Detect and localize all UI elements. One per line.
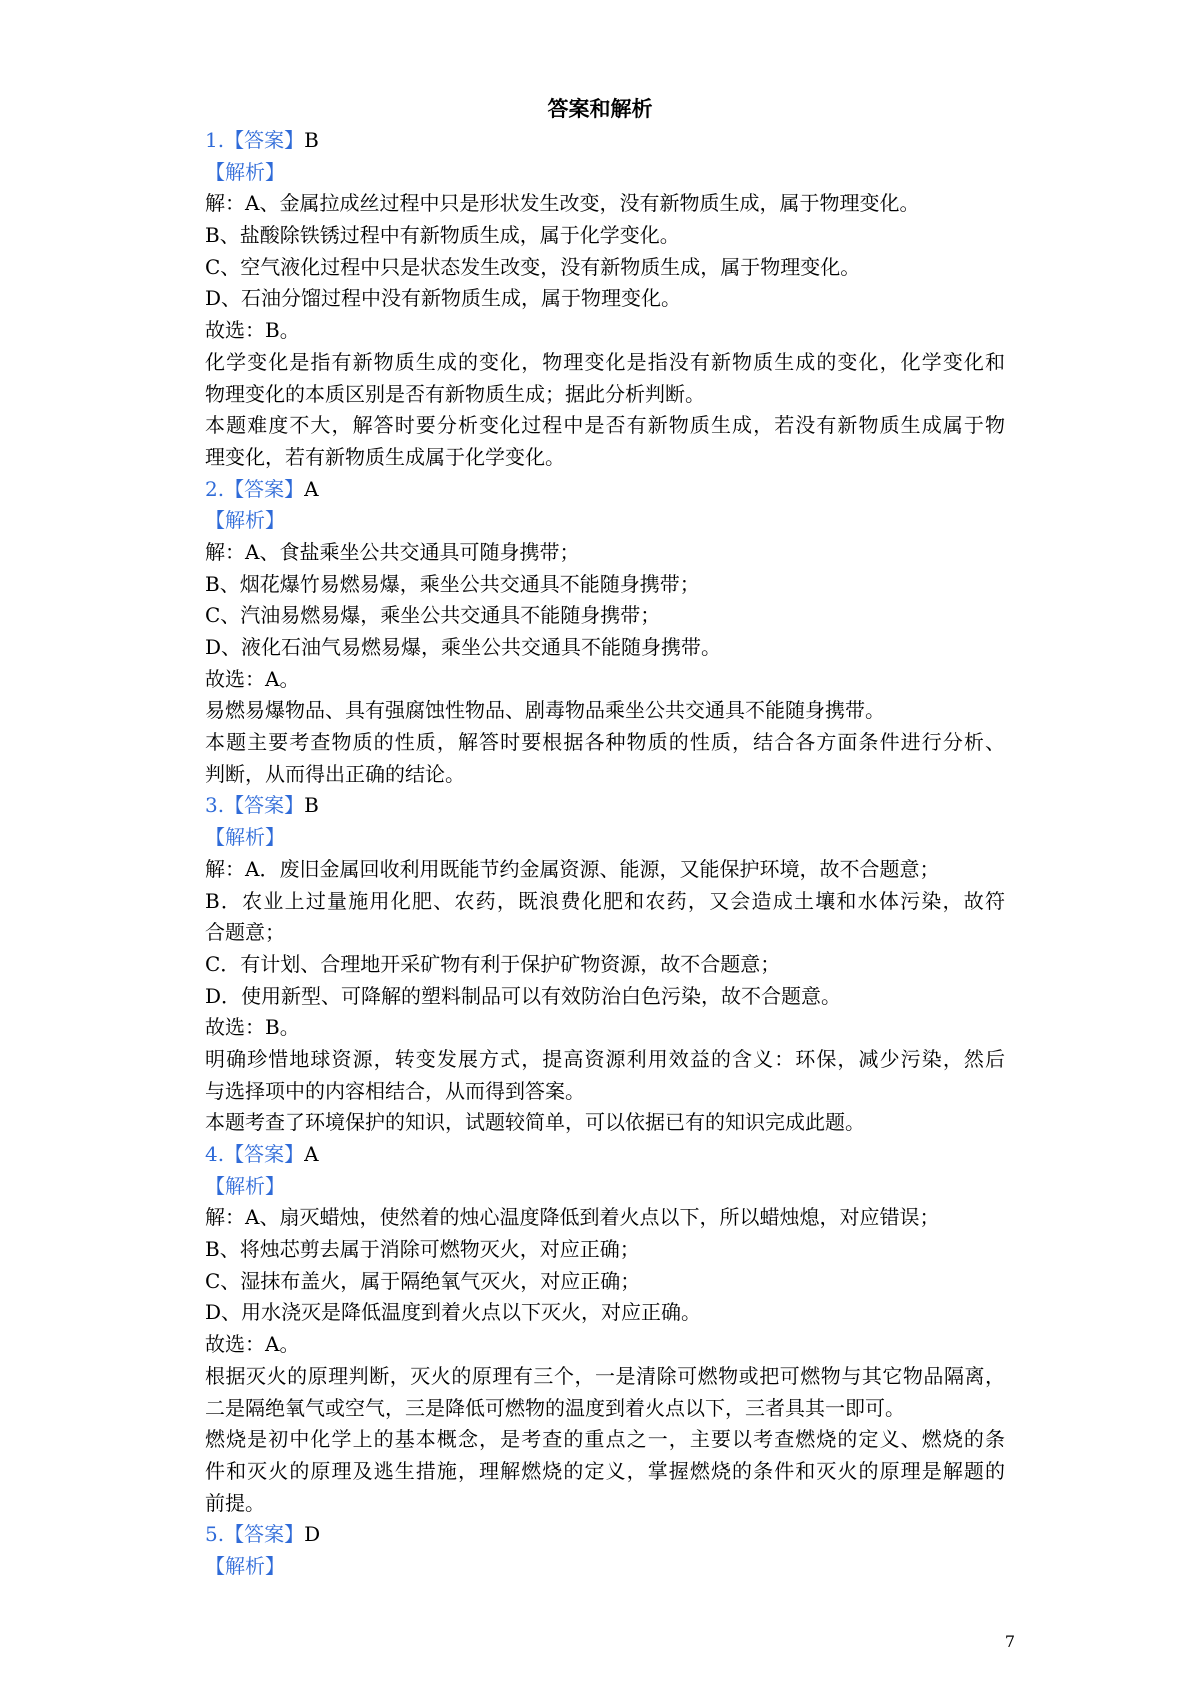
text-line: 故选：B。 xyxy=(205,1015,300,1040)
answer-tag: 【答案】 xyxy=(224,1522,305,1547)
text-line: C．有计划、合理地开采矿物有利于保护矿物资源，故不合题意； xyxy=(205,951,781,976)
text-line: 与选择项中的内容相结合，从而得到答案。 xyxy=(205,1078,585,1103)
text-line: 件和灭火的原理及逃生措施，理解燃烧的定义，掌握燃烧的条件和灭火的原理是解题的 xyxy=(205,1458,1005,1483)
question-number: 5. xyxy=(205,1522,225,1547)
text-line: C、汽油易燃易爆，乘坐公共交通具不能随身携带； xyxy=(205,603,661,628)
page-title: 答案和解析 xyxy=(547,96,653,121)
answer-tag: 【答案】 xyxy=(224,1142,305,1166)
analysis-tag: 【解析】 xyxy=(205,1553,285,1578)
question-number: 4. xyxy=(205,1142,225,1166)
text-line: 根据灭火的原理判断，灭火的原理有三个，一是清除可燃物或把可燃物与其它物品隔离， xyxy=(205,1363,1005,1388)
text-line: 易燃易爆物品、具有强腐蚀性物品、剧毒物品乘坐公共交通具不能随身携带。 xyxy=(205,698,885,723)
text-line: 理变化，若有新物质生成属于化学变化。 xyxy=(205,444,565,469)
answer-line xyxy=(205,1139,1005,1171)
text-line: D、液化石油气易燃易爆，乘坐公共交通具不能随身携带。 xyxy=(205,635,722,659)
answer-line xyxy=(205,125,1005,157)
page-number: 7 xyxy=(1004,1632,1015,1651)
text-line: 故选：A。 xyxy=(205,1332,300,1357)
text-line: 解：A、扇灭蜡烛，使然着的烛心温度降低到着火点以下，所以蜡烛熄，对应错误； xyxy=(205,1205,940,1230)
text-line: 故选：A。 xyxy=(205,666,300,691)
answer-value: D xyxy=(304,1522,321,1547)
text-line: B、将烛芯剪去属于消除可燃物灭火，对应正确； xyxy=(205,1237,640,1262)
answer-line xyxy=(205,790,1005,822)
text-line: 合题意； xyxy=(205,920,285,945)
text-line: 本题考查了环境保护的知识，试题较简单，可以依据已有的知识完成此题。 xyxy=(205,1110,865,1135)
question-number: 3. xyxy=(205,793,225,818)
answer-tag: 【答案】 xyxy=(224,476,305,501)
text-line: D．使用新型、可降解的塑料制品可以有效防治白色污染，故不合题意。 xyxy=(205,983,842,1008)
analysis-tag: 【解析】 xyxy=(205,508,285,533)
answer-line xyxy=(205,1519,1005,1551)
text-line: 前提。 xyxy=(205,1490,265,1515)
text-line: B、盐酸除铁锈过程中有新物质生成，属于化学变化。 xyxy=(205,223,680,248)
text-line: 燃烧是初中化学上的基本概念，是考查的重点之一，主要以考查燃烧的定义、燃烧的条 xyxy=(205,1427,1005,1452)
text-line: 解：A、金属拉成丝过程中只是形状发生改变，没有新物质生成，属于物理变化。 xyxy=(205,191,920,216)
text-line: C、空气液化过程中只是状态发生改变，没有新物质生成，属于物理变化。 xyxy=(205,254,861,279)
text-line: C、湿抹布盖火，属于隔绝氧气灭火，对应正确； xyxy=(205,1268,641,1293)
text-line: 判断，从而得出正确的结论。 xyxy=(205,761,465,786)
question-number: 1. xyxy=(205,128,225,152)
document-body xyxy=(205,125,1005,1583)
analysis-tag: 【解析】 xyxy=(205,825,285,850)
question-number: 2. xyxy=(205,476,225,501)
text-line: D、用水浇灭是降低温度到着火点以下灭火，对应正确。 xyxy=(205,1300,702,1325)
answer-value: A xyxy=(304,476,319,501)
text-line: 本题难度不大，解答时要分析变化过程中是否有新物质生成，若没有新物质生成属于物 xyxy=(205,413,1005,438)
text-line: 解：A、食盐乘坐公共交通具可随身携带； xyxy=(205,539,580,564)
analysis-tag: 【解析】 xyxy=(205,1173,285,1198)
text-line: 物理变化的本质区别是否有新物质生成；据此分析判断。 xyxy=(205,381,705,406)
answer-tag: 【答案】 xyxy=(224,128,305,152)
text-line: 二是隔绝氧气或空气，三是降低可燃物的温度到着火点以下，三者具其一即可。 xyxy=(205,1395,905,1420)
text-line: 明确珍惜地球资源，转变发展方式，提高资源利用效益的含义：环保，减少污染，然后 xyxy=(205,1046,1005,1071)
text-line: 化学变化是指有新物质生成的变化，物理变化是指没有新物质生成的变化，化学变化和 xyxy=(205,349,1005,374)
text-line: 解：A．废旧金属回收利用既能节约金属资源、能源，又能保护环境，故不合题意； xyxy=(205,856,940,881)
text-line: 本题主要考查物质的性质，解答时要根据各种物质的性质，结合各方面条件进行分析、 xyxy=(205,730,1005,755)
answer-line xyxy=(205,474,1005,506)
text-line: D、石油分馏过程中没有新物质生成，属于物理变化。 xyxy=(205,286,682,311)
text-line: B、烟花爆竹易燃易爆，乘坐公共交通具不能随身携带； xyxy=(205,571,700,596)
text-line: B．农业上过量施用化肥、农药，既浪费化肥和农药，又会造成土壤和水体污染，故符 xyxy=(205,888,1005,913)
answer-value: B xyxy=(304,128,319,152)
answer-value: A xyxy=(304,1142,319,1166)
analysis-tag: 【解析】 xyxy=(205,159,285,184)
answer-value: B xyxy=(304,793,319,818)
answer-tag: 【答案】 xyxy=(224,793,305,818)
text-line: 故选：B。 xyxy=(205,318,300,343)
